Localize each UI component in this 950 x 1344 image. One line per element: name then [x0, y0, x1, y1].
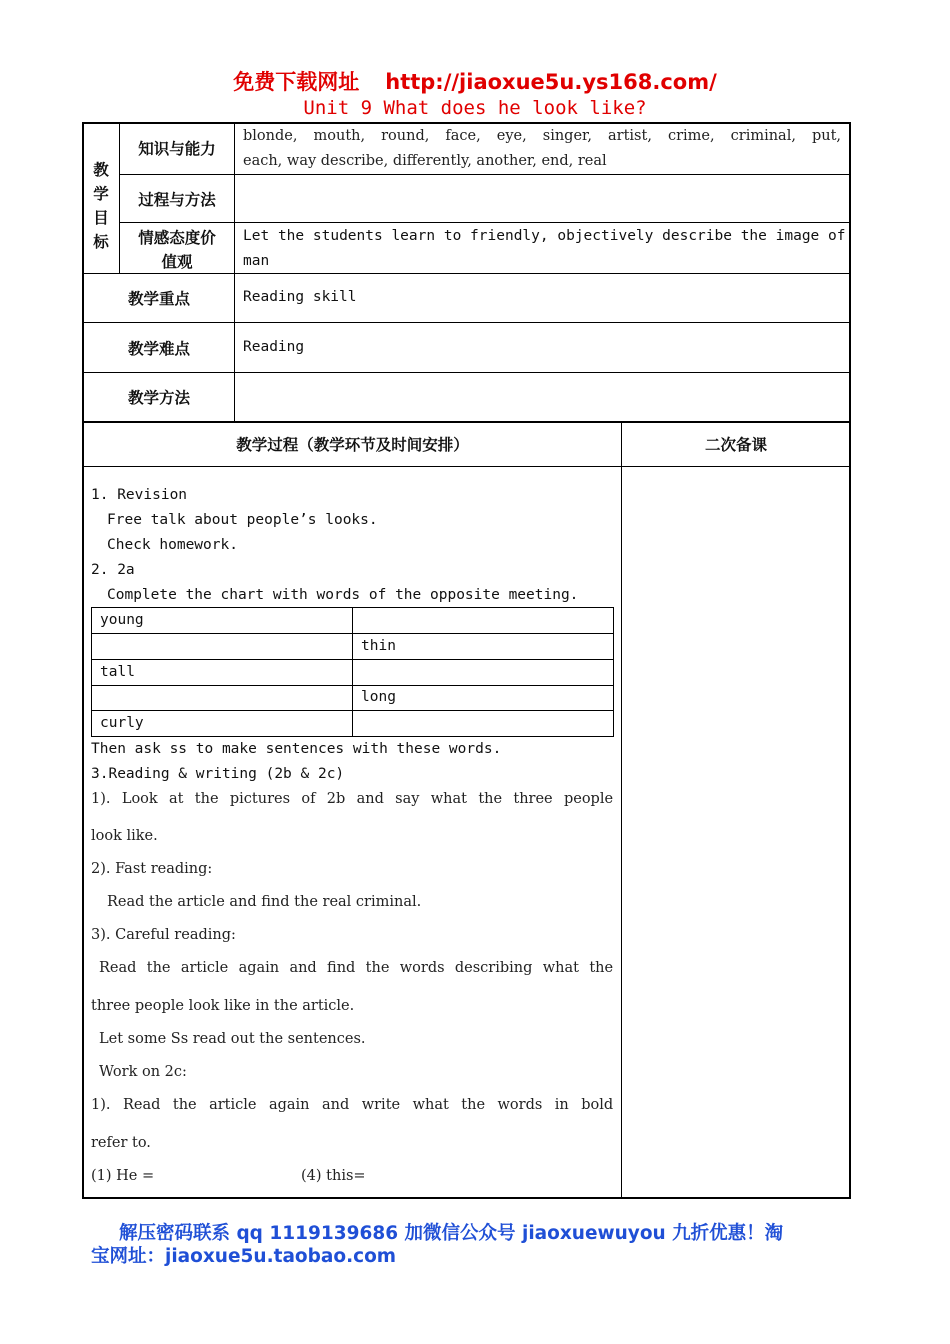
attitude-text-line1: Let the students learn to friendly, objectively describe the image of — [243, 228, 846, 244]
knowledge-vocab-line1: blonde, mouth, round, face, eye, singer, artist, crime, criminal, put, — [243, 128, 842, 144]
reading-step-2-detail: Read the article and find the real criminal. — [107, 894, 422, 910]
divider — [91, 633, 614, 634]
divider — [91, 710, 614, 711]
reading-step-1-line1: 1). Look at the pictures of 2b and say what the three people — [91, 791, 614, 807]
knowledge-vocab-line2: each, way describe, differently, another, end, real — [243, 153, 607, 169]
divider — [83, 466, 851, 467]
divider — [352, 607, 353, 737]
page-title: Unit 9 What does he look like? — [303, 97, 647, 119]
key-point-label: 教学重点 — [127, 290, 190, 308]
divider — [83, 322, 851, 323]
objectives-group-label: 教 学 目 标 — [93, 161, 109, 251]
divider — [91, 685, 614, 686]
reading-step-2: 2). Fast reading: — [91, 861, 213, 877]
reading-step-3-line1: Read the article again and find the words describing what the — [99, 960, 614, 976]
difficulty-label: 教学难点 — [127, 340, 190, 358]
method-label: 教学方法 — [127, 389, 190, 407]
work-2c-title: Work on 2c: — [99, 1064, 187, 1080]
divider — [621, 421, 622, 1198]
divider — [91, 659, 614, 660]
reading-step-3: 3). Careful reading: — [91, 927, 236, 943]
chart-cell: tall — [100, 664, 135, 680]
chart-cell: young — [100, 612, 144, 628]
attitude-text-line2: man — [243, 253, 270, 269]
reading-step-1-line2: look like. — [91, 828, 158, 844]
section-2a-followup: Then ask ss to make sentences with these words. — [91, 741, 502, 757]
work-2c-step-1-line1: 1). Read the article again and write what the words in bold — [91, 1097, 614, 1113]
footer-taobao-link[interactable]: 宝网址：jiaoxue5u.taobao.com — [91, 1246, 397, 1267]
knowledge-label: 知识与能力 — [138, 140, 216, 158]
section-revision-title: 1. Revision — [91, 487, 188, 503]
chart-cell: long — [361, 689, 396, 705]
section-2a-instruction: Complete the chart with words of the opposite meeting. — [107, 587, 579, 603]
divider — [83, 421, 851, 423]
section-reading-title: 3.Reading & writing (2b & 2c) — [91, 766, 345, 782]
chart-cell: thin — [361, 638, 396, 654]
attitude-label: 情感态度价 值观 — [138, 229, 216, 271]
reading-step-3-line2: three people look like in the article. — [91, 998, 355, 1014]
reading-step-3-line3: Let some Ss read out the sentences. — [99, 1031, 366, 1047]
free-download-label: 免费下载网址 — [233, 70, 360, 94]
difficulty-value: Reading — [243, 339, 305, 355]
footer-contact: 解压密码联系 qq 1119139686 加微信公众号 jiaoxuewuyou 九折优惠！淘 — [119, 1223, 784, 1244]
divider — [83, 372, 851, 373]
download-header — [0, 66, 950, 96]
revision-item: Free talk about people’s looks. — [107, 512, 378, 528]
work-2c-step-1-line2: refer to. — [91, 1135, 151, 1151]
second-prep-header: 二次备课 — [704, 436, 767, 454]
process-method-label: 过程与方法 — [138, 191, 216, 209]
divider — [234, 123, 235, 421]
section-2a-title: 2. 2a — [91, 562, 135, 578]
question-1: (1) He = — [91, 1168, 155, 1184]
revision-item: Check homework. — [107, 537, 238, 553]
divider — [119, 174, 851, 175]
question-4: (4) this= — [301, 1168, 366, 1184]
download-url-link[interactable]: http://jiaoxue5u.ys168.com/ — [385, 70, 717, 94]
process-header: 教学过程（教学环节及时间安排） — [236, 436, 469, 454]
divider — [119, 222, 851, 223]
chart-cell: curly — [100, 715, 144, 731]
key-point-value: Reading skill — [243, 289, 357, 305]
